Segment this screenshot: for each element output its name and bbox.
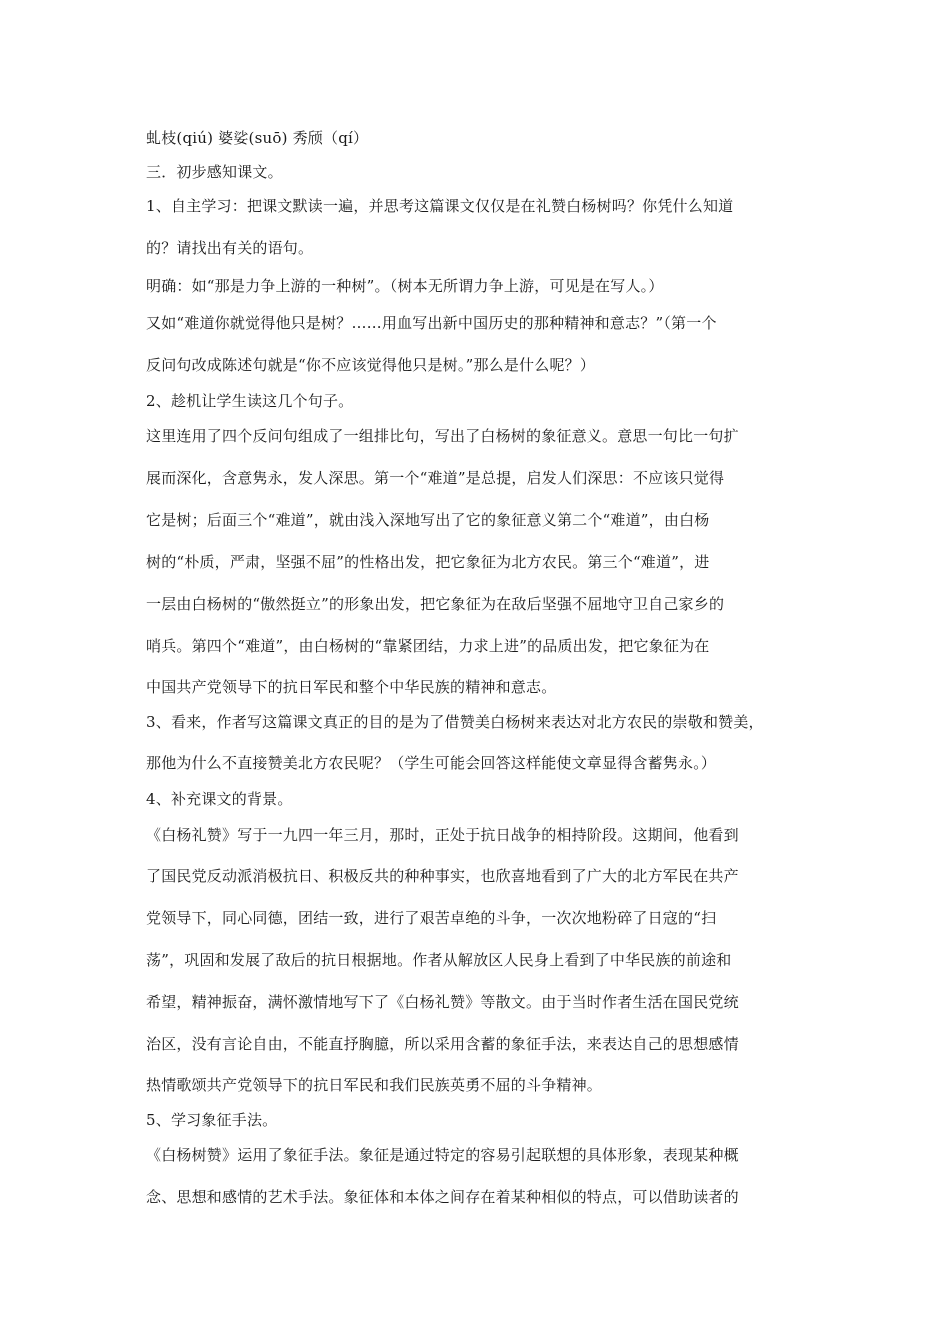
text-line: 树的“朴质，严肃，坚强不屈”的性格出发，把它象征为北方农民。第三个“难道”，进 <box>146 553 710 571</box>
text-line: 热情歌颂共产党领导下的抗日军民和我们民族英勇不屈的斗争精神。 <box>146 1076 603 1094</box>
text-line: 1、自主学习：把课文默读一遍，并思考这篇课文仅仅是在礼赞白杨树吗？你凭什么知道 <box>146 197 734 215</box>
text-line: 一层由白杨树的“傲然挺立”的形象出发，把它象征为在敌后坚强不屈地守卫自己家乡的 <box>146 595 725 613</box>
text-line: 5、学习象征手法。 <box>146 1111 278 1129</box>
text-line: 它是树；后面三个“难道”，就由浅入深地写出了它的象征意义第二个“难道”，由白杨 <box>146 511 710 529</box>
text-line: 念、思想和感情的艺术手法。象征体和本体之间存在着某种相似的特点，可以借助读者的 <box>146 1188 739 1206</box>
text-line: 这里连用了四个反问句组成了一组排比句，写出了白杨树的象征意义。意思一句比一句扩 <box>146 427 739 445</box>
text-line: 2、趁机让学生读这几个句子。 <box>146 392 354 410</box>
text-line: 4、补充课文的背景。 <box>146 790 293 808</box>
text-line: 又如“难道你就觉得他只是树？……用血写出新中国历史的那种精神和意志？”（第一个 <box>146 314 717 332</box>
text-line: 展而深化，含意隽永，发人深思。第一个“难道”是总提，启发人们深思：不应该只觉得 <box>146 469 725 487</box>
text-line: 中国共产党领导下的抗日军民和整个中华民族的精神和意志。 <box>146 678 557 696</box>
text-line: 希望，精神振奋，满怀激情地写下了《白杨礼赞》等散文。由于当时作者生活在国民党统 <box>146 993 739 1011</box>
text-line: 那他为什么不直接赞美北方农民呢？（学生可能会回答这样能使文章显得含蓄隽永。） <box>146 754 717 772</box>
text-line-vocab: 虬枝(qiú) 婆娑(suō) 秀颀（qí） <box>146 129 369 147</box>
text-line: 治区，没有言论自由，不能直抒胸臆，所以采用含蓄的象征手法，来表达自己的思想感情 <box>146 1035 739 1053</box>
text-line: 了国民党反动派消极抗日、积极反共的种种事实，也欣喜地看到了广大的北方军民在共产 <box>146 867 739 885</box>
text-line: 党领导下，同心同德，团结一致，进行了艰苦卓绝的斗争，一次次地粉碎了日寇的“扫 <box>146 909 717 927</box>
text-line: 反问句改成陈述句就是“你不应该觉得他只是树。”那么是什么呢？） <box>146 356 596 374</box>
text-line: 的？请找出有关的语句。 <box>146 239 314 257</box>
text-line: 3、看来，作者写这篇课文真正的目的是为了借赞美白杨树来表达对北方农民的崇敬和赞美， <box>146 713 764 731</box>
text-line: 《白杨礼赞》写于一九四一年三月，那时，正处于抗日战争的相持阶段。这期间，他看到 <box>146 826 739 844</box>
text-line: 荡”，巩固和发展了敌后的抗日根据地。作者从解放区人民身上看到了中华民族的前途和 <box>146 951 732 969</box>
text-line: 明确：如“那是力争上游的一种树”。（树本无所谓力争上游，可见是在写人。） <box>146 277 664 295</box>
section-heading-3: 三．初步感知课文。 <box>146 163 283 181</box>
text-line: 哨兵。第四个“难道”，由白杨树的“靠紧团结，力求上进”的品质出发，把它象征为在 <box>146 637 710 655</box>
text-line: 《白杨树赞》运用了象征手法。象征是通过特定的容易引起联想的具体形象，表现某种概 <box>146 1146 739 1164</box>
